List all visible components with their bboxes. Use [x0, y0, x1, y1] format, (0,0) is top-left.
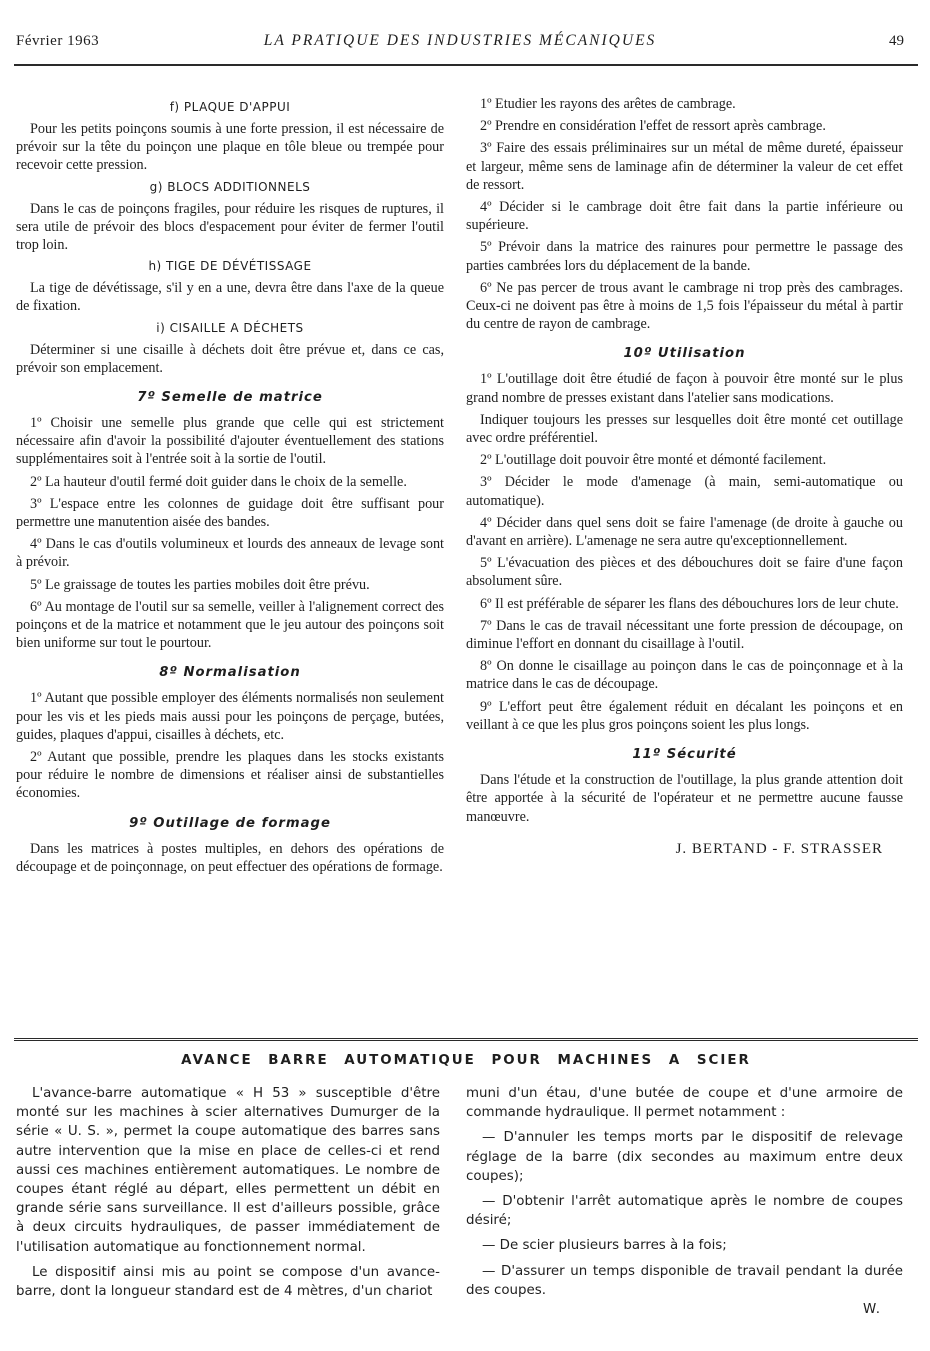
article-paragraph: — D'annuler les temps morts par le dispositif de relevage réglage de la barre (dix secondes au maximum entre deux coupes);: [466, 1130, 903, 1184]
section-heading: 10º Utilisation: [623, 346, 746, 362]
article-title: AVANCE BARRE AUTOMATIQUE POUR MACHINES A SCIER: [181, 1053, 751, 1068]
article-paragraph: Le dispositif ainsi mis au point se compose d'un avance-barre, dont la longueur standard est de 4 mètres, d'un chariot: [16, 1264, 440, 1300]
paragraph: 2º Autant que possible, prendre les plaques dans les stocks existants pour réduire le nombre de dimensions et réaliser ainsi de substantielles économies.: [16, 749, 444, 802]
section-heading: 8º Normalisation: [159, 665, 301, 681]
paragraph: 1º Etudier les rayons des arêtes de cambrage.: [480, 96, 736, 112]
article-left-column: [16, 1084, 440, 1301]
paragraph: Dans le cas de poinçons fragiles, pour réduire les risques de ruptures, il sera utile de prévoir des blocs d'espacement pour éviter de fermer l'outil trop loin.: [16, 200, 444, 254]
section-heading: 7º Semelle de matrice: [137, 390, 323, 406]
left-column: [16, 95, 444, 880]
article-paragraph: — D'obtenir l'arrêt automatique après le nombre de coupes désiré;: [466, 1194, 903, 1229]
issue-date: Février 1963: [16, 33, 100, 49]
paragraph: 5º L'évacuation des pièces et des débouchures doit se faire d'une façon absolument sûre.: [466, 555, 903, 590]
paragraph: 2º L'outillage doit pouvoir être monté et démonté facilement.: [480, 452, 827, 469]
subsection-heading: g) BLOCS ADDITIONNELS: [149, 179, 311, 194]
paragraph: Dans les matrices à postes multiples, en dehors des opérations de découpage et de poinçonnage, on peut effectuer des opérations de formage.: [16, 840, 444, 875]
article-paragraph: — De scier plusieurs barres à la fois;: [482, 1238, 727, 1254]
article-paragraph: muni d'un étau, d'une butée de coupe et d'une armoire de commande hydraulique. Il permet notamment :: [466, 1086, 903, 1121]
section-heading: 11º Sécurité: [632, 747, 737, 763]
article-right-column: [466, 1084, 903, 1319]
paragraph: 2º La hauteur d'outil fermé doit guider dans le choix de la semelle.: [30, 473, 407, 490]
paragraph: 6º Ne pas percer de trous avant le cambrage ni trop près des cambrages. Ceux-ci ne doivent pas être à moins de 1,5 fois l'épaisseur du métal à partir du centre de rayon de cambrage.: [466, 279, 903, 333]
paragraph: 5º Prévoir dans la matrice des rainures pour permettre le passage des parties cambrées lors du déplacement de la bande.: [466, 239, 903, 274]
paragraph: 3º L'espace entre les colonnes de guidage doit être suffisant pour permettre une manutention aisée des bandes.: [16, 495, 444, 531]
paragraph: 7º Dans le cas de travail nécessitant une forte pression de découpage, on diminue l'effort en donnant du cisaillage à l'outil.: [466, 617, 903, 653]
paragraph: 1º Choisir une semelle plus grande que celle qui est strictement nécessaire afin d'avoir la possibilité d'ajouter éventuellement des stations supplémentaires soit à l'entrée soit à la sortie de l'outil.: [16, 415, 444, 468]
paragraph: 6º Au montage de l'outil sur sa semelle, veiller à l'alignement correct des poinçons et de la matrice et notamment que le jeu autour des poinçons soit bien uniforme sur tout le pourtour.: [16, 598, 444, 652]
paragraph: 2º Prendre en considération l'effet de ressort après cambrage.: [480, 118, 826, 135]
article-signature: W.: [863, 1302, 881, 1318]
journal-title: LA PRATIQUE DES INDUSTRIES MÉCANIQUES: [263, 32, 657, 49]
paragraph: Pour les petits poinçons soumis à une forte pression, il est nécessaire de prévoir sur la tête du poinçon une plaque en tôle bleue ou trempée pour recevoir cette pression.: [16, 121, 444, 174]
paragraph: 4º Décider si le cambrage doit être fait dans la partie inférieure ou supérieure.: [466, 199, 903, 234]
running-header: [16, 30, 904, 54]
paragraph: La tige de dévétissage, s'il y en a une, devra être dans l'axe de la queue de fixation.: [16, 280, 444, 315]
paragraph: 4º Dans le cas d'outils volumineux et lourds des anneaux de levage sont à prévoir.: [16, 536, 444, 571]
article-paragraph: — D'assurer un temps disponible de travail pendant la durée des coupes.: [466, 1263, 903, 1298]
author-signature: J. BERTAND - F. STRASSER: [675, 840, 883, 857]
right-column: [466, 95, 903, 858]
paragraph: 5º Le graissage de toutes les parties mobiles doit être prévu.: [30, 576, 370, 593]
paragraph: 1º Autant que possible employer des éléments normalisés non seulement pour les vis et les pieds mais aussi pour les poinçons de perçage, butées, guides, plaques d'appui, cisailles à déchets, etc.: [16, 690, 444, 743]
paragraph: 9º L'effort peut être également réduit en décalant les poinçons et en veillant à ce que les plus gros poinçons soient les plus longs.: [466, 698, 903, 733]
paragraph: 1º L'outillage doit être étudié de façon à pouvoir être monté sur le plus grand nombre de presses existant dans l'atelier sans modications.: [466, 371, 903, 406]
section-heading: 9º Outillage de formage: [129, 815, 331, 831]
paragraph: 8º On donne le cisaillage au poinçon dans le cas de poinçonnage et à la matrice dans le cas de découpage.: [466, 658, 903, 693]
paragraph: Dans l'étude et la construction de l'outillage, la plus grande attention doit être apportée à la sécurité de l'opérateur et ne permettre aucune fausse manœuvre.: [466, 772, 903, 825]
subsection-heading: h) TIGE DE DÉVÉTISSAGE: [148, 259, 312, 274]
article-separator-rule: [14, 1038, 918, 1041]
paragraph: Indiquer toujours les presses sur lesquelles doit être monté cet outillage avec ordre préférentiel.: [466, 411, 903, 447]
subsection-heading: f) PLAQUE D'APPUI: [169, 100, 291, 114]
paragraph: Déterminer si une cisaille à déchets doit être prévue et, dans ce cas, prévoir son emplacement.: [16, 341, 444, 376]
paragraph: 3º Faire des essais préliminaires sur un métal de même dureté, épaisseur et largeur, même sens de laminage afin de déterminer la valeur de cet effet de ressort.: [466, 140, 903, 193]
paragraph: 3º Décider le mode d'amenage (à main, semi-automatique ou automatique).: [466, 474, 903, 509]
paragraph: 6º Il est préférable de séparer les flans des débouchures lors de leur chute.: [480, 595, 899, 612]
subsection-heading: i) CISAILLE A DÉCHETS: [156, 320, 304, 335]
paragraph: 4º Décider dans quel sens doit se faire l'amenage (de droite à gauche ou d'avant en arrière). L'amenage ne sera autre qu'exceptionnellement.: [466, 514, 903, 550]
header-rule: [14, 64, 918, 66]
article-paragraph: L'avance-barre automatique « H 53 » susceptible d'être monté sur les machines à scier alternatives Dumurger de la série « U. S. », permet la coupe automatique des barres sans autre intervention que la mise en place de celles-ci et rend aussi ces machines entièrement automatiques. Le nombre de coupes étant réglé au départ, elles permettent un débit en grande série sans surveillance. Il est d'ailleurs possible, grâce à deux circuits hydrauliques, de passer immédiatement de l'utilisation automatique au fonctionnement normal.: [16, 1086, 440, 1255]
page-number: 49: [889, 33, 904, 49]
